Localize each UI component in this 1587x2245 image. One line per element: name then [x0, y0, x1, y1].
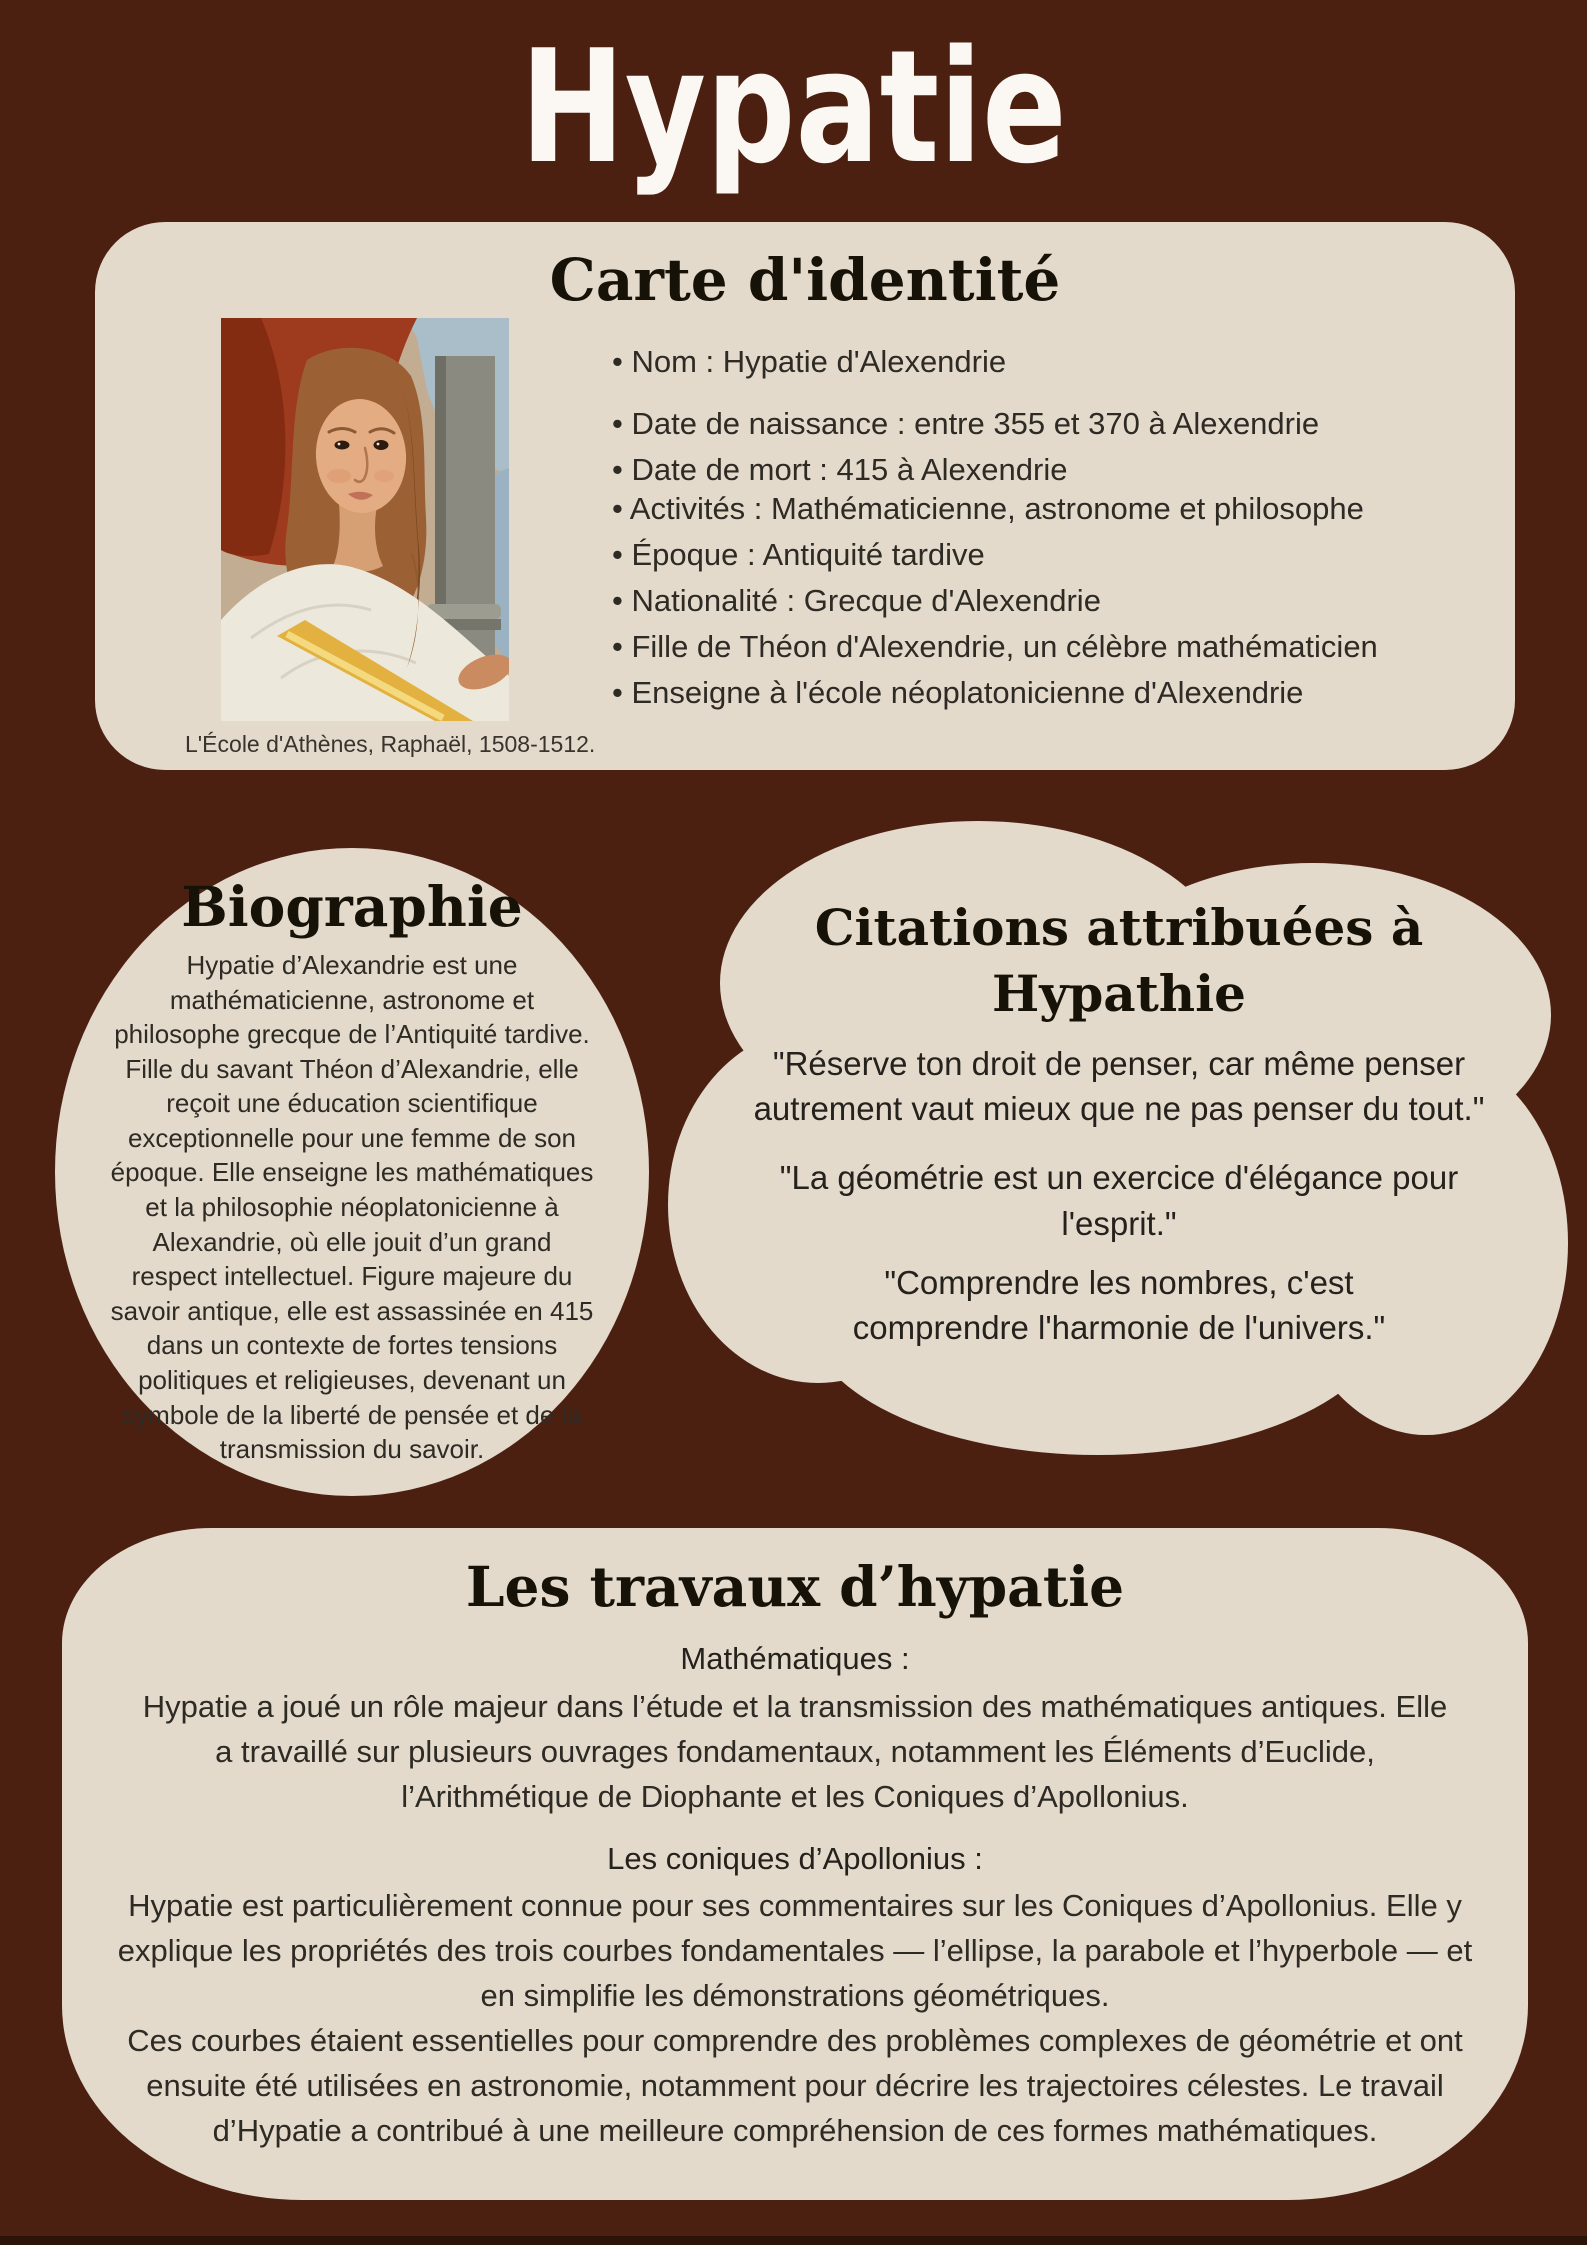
works-card	[62, 1528, 1528, 2200]
quotes-cloud	[668, 815, 1570, 1460]
biography-text: Hypatie d’Alexandrie est une mathématicienne, astronome et philosophe grecque de l’Antiquité tardive. Fille du savant Théon d’Alexandrie, elle reçoit une éducation scientifique exceptionnelle pour une femme de son époque. Elle enseigne les mathématiques et la philosophie néoplatonicienne à Alexandrie, où elle jouit d’un grand respect intellectuel. Figure majeure du savoir antique, elle est assassinée en 415 dans un contexte de fortes tensions politiques et religieuses, devenant un symbole de la liberté de pensée et de la transmission du savoir.	[110, 950, 594, 1465]
quotes-content	[668, 815, 1570, 1350]
page-title	[0, 16, 1587, 198]
works-conics-heading: Les coniques d’Apollonius :	[607, 1840, 983, 1876]
footer-strip	[0, 2236, 1587, 2245]
portrait-figure	[185, 318, 596, 758]
identity-item-enseigne: • Enseigne à l'école néoplatonicienne d'Alexendrie	[612, 675, 1378, 711]
works-conics-text: Hypatie est particulièrement connue pour ses commentaires sur les Coniques d’Apollonius. Elle y explique les propriétés des trois courbes fondamentales — l’ellipse, la parabole et l’hyperbole — et en simplifie les démonstrations géométriques.	[117, 1888, 1473, 2014]
biography-title: Biographie	[181, 874, 523, 939]
identity-item-fille: • Fille de Théon d'Alexendrie, un célèbre mathématicien	[612, 629, 1378, 665]
quotes-title: Citations attribuées à Hypathie	[814, 898, 1424, 1023]
identity-item-nationalite: • Nationalité : Grecque d'Alexendrie	[612, 583, 1378, 619]
page-title-text: Hypatie	[520, 16, 1067, 198]
identity-item-nom: • Nom : Hypatie d'Alexendrie	[612, 344, 1378, 380]
identity-item-naissance: • Date de naissance : entre 355 et 370 à Alexendrie	[612, 406, 1378, 442]
identity-card-title: Carte d'identité	[549, 246, 1061, 314]
identity-list	[509, 344, 1378, 722]
quote-1: "Réserve ton droit de penser, car même penser autrement vaut mieux que ne pas penser du tout."	[753, 1045, 1485, 1128]
works-math-text: Hypatie a joué un rôle majeur dans l’étude et la transmission des mathématiques antiques. Elle a travaillé sur plusieurs ouvrages fondamentaux, notamment les Éléments d’Euclide, l’Arithmétique de Diophante et les Coniques d’Apollonius.	[142, 1688, 1448, 1814]
identity-card	[95, 222, 1515, 770]
quote-2: "La géométrie est un exercice d'élégance pour l'esprit."	[779, 1159, 1459, 1242]
works-math-heading: Mathématiques :	[680, 1641, 910, 1676]
identity-item-activites: • Activités : Mathématicienne, astronome et philosophe	[612, 491, 1378, 527]
hypatia-portrait-image	[221, 318, 509, 721]
identity-item-mort: • Date de mort : 415 à Alexendrie	[612, 452, 1378, 488]
works-title: Les travaux d’hypatie	[465, 1554, 1125, 1619]
works-conics-text-2: Ces courbes étaient essentielles pour comprendre des problèmes complexes de géométrie et ont ensuite été utilisées en astronomie, notamment pour décrire les trajectoires célestes. Le travail d’Hypatie a contribué à une meilleure compréhension de ces formes mathématiques.	[127, 2023, 1463, 2148]
identity-card-body	[95, 316, 1515, 758]
identity-item-epoque: • Époque : Antiquité tardive	[612, 537, 1378, 573]
quote-3: "Comprendre les nombres, c'est comprendre l'harmonie de l'univers."	[852, 1263, 1386, 1347]
biography-blob	[55, 848, 649, 1496]
portrait-caption: L'École d'Athènes, Raphaël, 1508-1512.	[185, 730, 596, 757]
